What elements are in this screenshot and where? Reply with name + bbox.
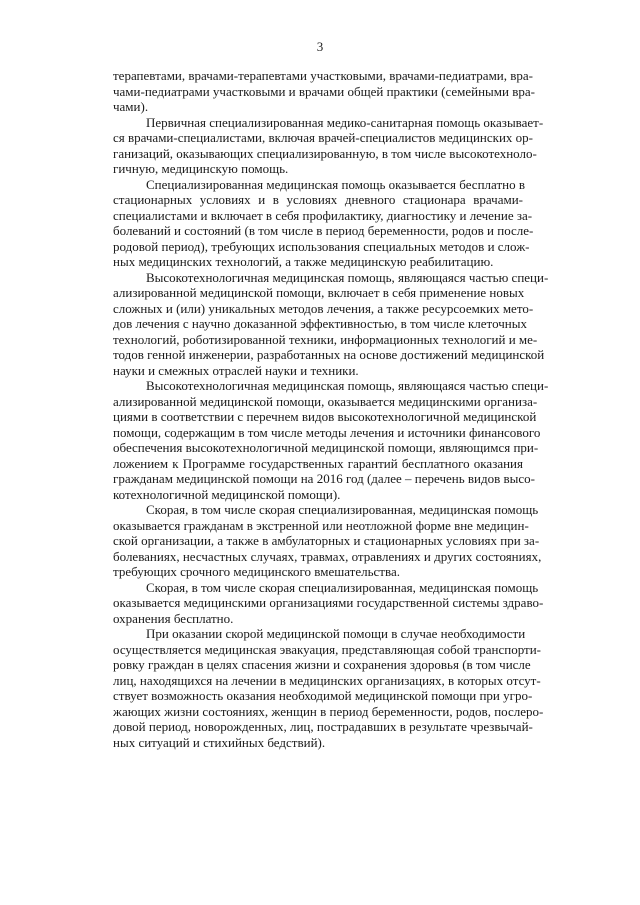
text-line: довой период, новорожденных, лиц, пострадавших в результате чрезвычай- [113, 719, 533, 734]
text-line: Высокотехнологичная медицинская помощь, являющаяся частью специ- [146, 378, 549, 393]
text-line: болеваниях, несчастных случаях, травмах, отравлениях и других состояниях, [113, 548, 542, 564]
text-line: ганизаций, оказывающих специализированную, в том числе высокотехноло- [113, 145, 537, 161]
text-line: сложных и (или) уникальных методов лечения, а также ресурсоемких мето- [113, 300, 534, 316]
text-line: чами). [113, 99, 149, 114]
paragraph [113, 626, 544, 750]
text-line: болеваний и состояний (в том числе в период беременности, родов и после- [113, 223, 534, 238]
paragraph [113, 269, 549, 379]
text-line: Специализированная медицинская помощь оказывается бесплатно в [146, 176, 525, 192]
text-line: Первичная специализированная медико-санитарная помощь оказывает- [146, 114, 544, 130]
page-number: 3 [316, 39, 324, 54]
text-line: гражданам медицинской помощи на 2016 год (далее – перечень видов высо- [113, 471, 535, 486]
text-line: тодов генной инженерии, разработанных на основе достижений медицинской [113, 347, 545, 362]
paragraph [113, 502, 542, 580]
text-line: ся врачами-специалистами, включая врачей-специалистов медицинских ор- [113, 130, 533, 145]
text-line: родовой период), требующих использования специальных методов и слож- [113, 238, 530, 254]
text-line: ложением к Программе государственных гарантий бесплатного оказания [113, 455, 523, 471]
text-line: жающих жизни состояниях, женщин в период беременности, родов, послеро- [113, 703, 544, 719]
text-line: ствует возможность оказания необходимой медицинской помощи при угро- [113, 688, 533, 703]
text-line: специалистами и включает в себя профилактику, диагностику и лечение за- [113, 207, 533, 223]
text-line: оказывается гражданам в экстренной или неотложной форме вне медицин- [113, 517, 529, 533]
text-line: технологий, роботизированной техники, информационных технологий и ме- [113, 331, 538, 347]
text-line: помощи, содержащим в том числе методы лечения и источники финансового [113, 424, 541, 440]
text-line: ализированной медицинской помощи, оказывается медицинскими организа- [113, 393, 538, 409]
document-body [113, 68, 549, 750]
text-line: ализированной медицинской помощи, включает в себя применение новых [113, 285, 525, 300]
text-line: котехнологичной медицинской помощи). [113, 486, 341, 502]
text-line: лиц, находящихся на лечении в медицинских организациях, в которых отсут- [113, 672, 541, 688]
text-line: циями в соответствии с перечнем видов высокотехнологичной медицинской [113, 409, 537, 424]
text-line: Скорая, в том числе скорая специализированная, медицинская помощь [146, 502, 539, 517]
text-line: осуществляется медицинская эвакуация, представляющая собой транспорти- [113, 641, 542, 657]
text-line: требующих срочного медицинского вмешательства. [113, 564, 400, 579]
text-line: ской организации, а также в амбулаторных и стационарных условиях при за- [113, 533, 540, 548]
paragraph [113, 579, 544, 627]
text-line: оказывается медицинскими организациями государственной системы здраво- [113, 595, 544, 610]
text-line: ровку граждан в целях спасения жизни и сохранения здоровья (в том числе [113, 657, 531, 672]
text-line: Высокотехнологичная медицинская помощь, являющаяся частью специ- [146, 269, 549, 285]
text-line: стационарных условиях и в условиях дневного стационара врачами- [113, 192, 523, 207]
paragraph [113, 68, 535, 115]
text-line: дов лечения с научно доказанной эффективностью, в том числе клеточных [113, 316, 527, 331]
text-line: Скорая, в том числе скорая специализированная, медицинская помощь [146, 579, 539, 595]
paragraph [113, 114, 544, 177]
text-line: терапевтами, врачами-терапевтами участковыми, врачами-педиатрами, вра- [113, 68, 533, 83]
text-line: гичную, медицинскую помощь. [113, 161, 289, 176]
text-line: обеспечения высокотехнологичной медицинской помощи, являющимся при- [113, 440, 539, 455]
text-line: ных ситуаций и стихийных бедствий). [113, 734, 326, 750]
paragraph [113, 378, 549, 502]
text-line: чами-педиатрами участковыми и врачами общей практики (семейными вра- [113, 83, 535, 99]
text-line: ных медицинских технологий, а также медицинскую реабилитацию. [113, 254, 494, 269]
text-line: охранения бесплатно. [113, 610, 234, 626]
text-line: науки и смежных отраслей науки и техники. [113, 362, 359, 378]
text-line: При оказании скорой медицинской помощи в случае необходимости [146, 626, 526, 641]
paragraph [113, 176, 534, 270]
